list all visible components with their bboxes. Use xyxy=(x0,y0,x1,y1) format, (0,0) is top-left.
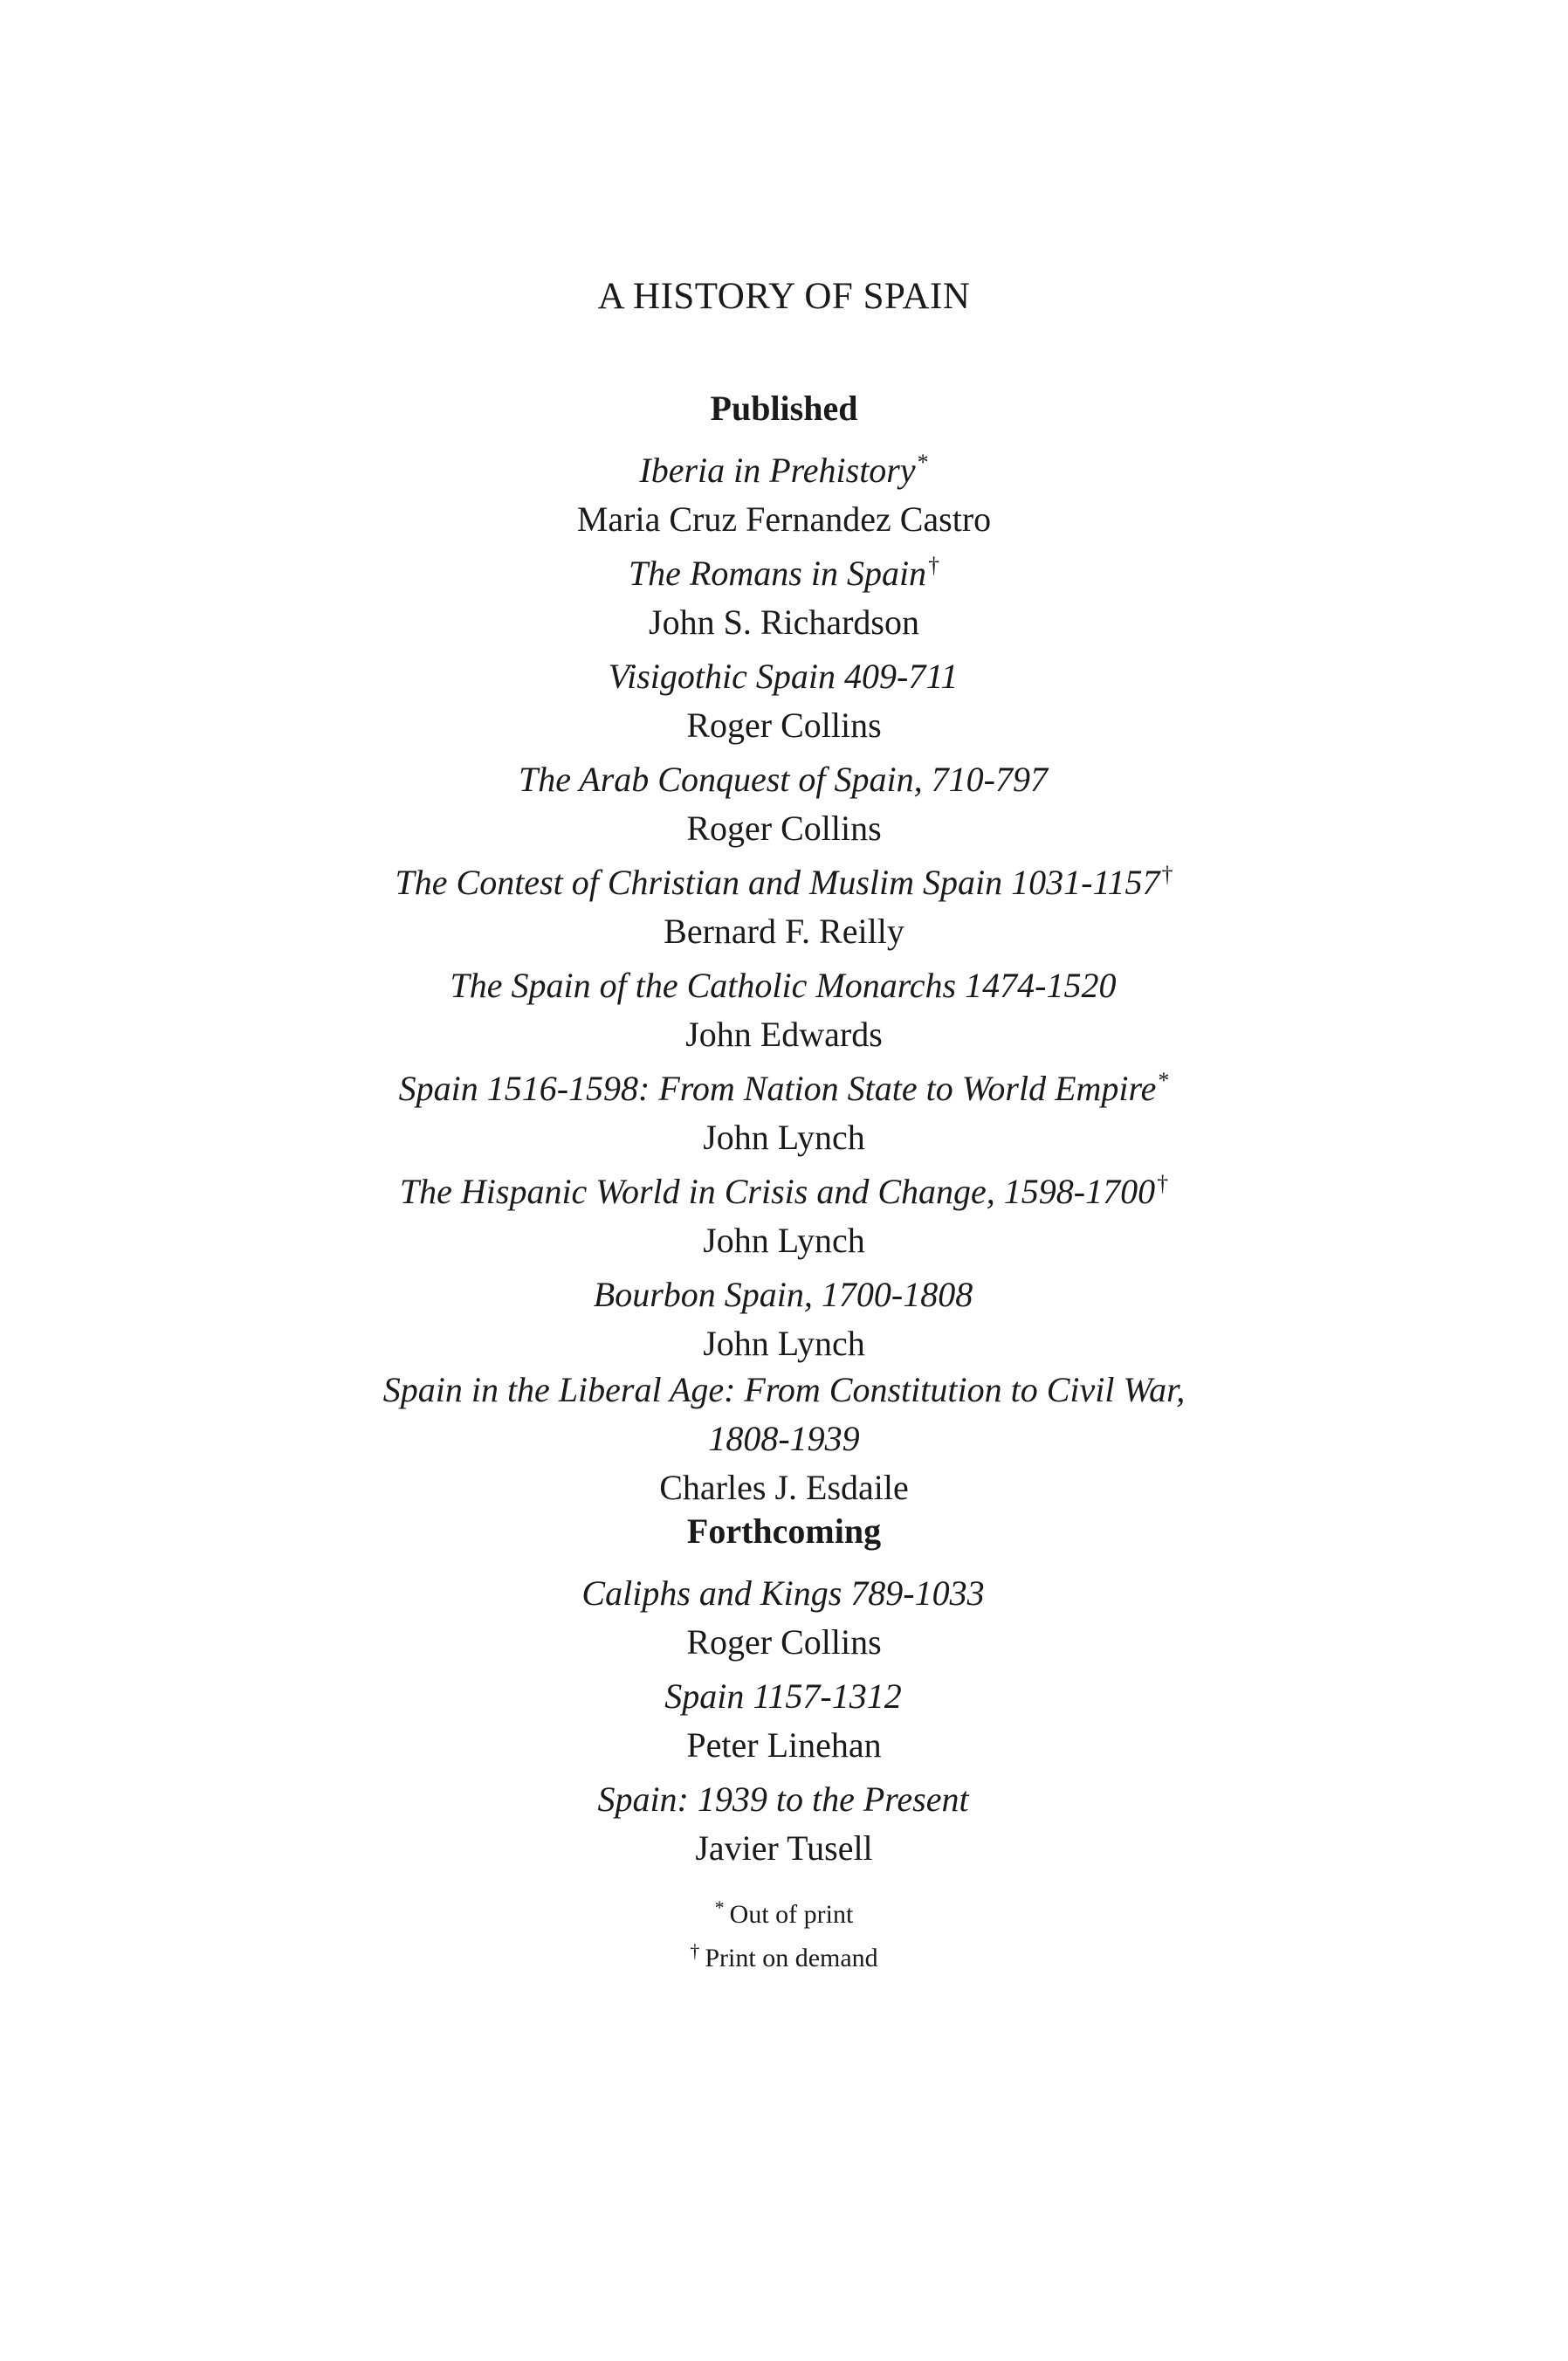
book-author: Roger Collins xyxy=(686,1622,882,1662)
footnote-mark: * xyxy=(917,450,929,475)
footnotes xyxy=(0,1889,1568,1977)
book-author: John Lynch xyxy=(703,1324,865,1363)
book-title: The Romans in Spain† xyxy=(628,553,940,593)
book-entry xyxy=(0,1263,1568,1368)
book-title: Spain in the Liberal Age: From Constitution to Civil War, xyxy=(382,1370,1186,1409)
book-author: Bernard F. Reilly xyxy=(664,912,904,951)
footnote xyxy=(0,1889,1568,1933)
footnote-text: Out of print xyxy=(729,1900,854,1929)
book-title: The Hispanic World in Crisis and Change, 1598-1700† xyxy=(399,1171,1169,1211)
book-title: Caliphs and Kings 789-1033 xyxy=(581,1573,985,1613)
book-entry xyxy=(0,1057,1568,1162)
book-author: Javier Tusell xyxy=(695,1828,873,1868)
book-title: The Spain of the Catholic Monarchs 1474-1520 xyxy=(450,966,1117,1005)
book-title: Spain: 1939 to the Present xyxy=(597,1779,969,1819)
book-entry xyxy=(0,953,1568,1059)
book-title: Spain 1157-1312 xyxy=(664,1676,902,1716)
book-author: Maria Cruz Fernandez Castro xyxy=(576,499,992,539)
footnote-mark: * xyxy=(1158,1068,1170,1093)
book-title: The Arab Conquest of Spain, 710-797 xyxy=(519,760,1048,799)
book-entry xyxy=(0,438,1568,544)
footnote-text: Print on demand xyxy=(705,1944,878,1972)
book-entry xyxy=(0,850,1568,956)
footnote-mark: † xyxy=(1161,862,1173,887)
book-entry xyxy=(0,541,1568,647)
book-entry xyxy=(0,747,1568,853)
book-author: Roger Collins xyxy=(686,706,882,745)
footnote-mark: † xyxy=(928,553,940,578)
book-author: Roger Collins xyxy=(686,809,882,848)
book-entry xyxy=(0,1160,1568,1265)
footnote xyxy=(0,1933,1568,1977)
footnote-mark: † xyxy=(1157,1171,1169,1196)
book-title: The Contest of Christian and Muslim Spain 1031-1157† xyxy=(395,862,1173,902)
book-author: John S. Richardson xyxy=(649,602,919,642)
book-title: Bourbon Spain, 1700-1808 xyxy=(593,1275,973,1314)
footnote-symbol: † xyxy=(690,1940,700,1962)
book-title: Iberia in Prehistory* xyxy=(639,450,929,490)
book-author: John Edwards xyxy=(685,1015,883,1054)
book-author: Peter Linehan xyxy=(686,1725,882,1765)
section-heading-published: Published xyxy=(710,389,858,428)
footnote-symbol: * xyxy=(714,1896,725,1918)
book-entry xyxy=(0,1664,1568,1770)
book-author: John Lynch xyxy=(703,1221,865,1260)
book-author: Charles J. Esdaile xyxy=(659,1468,909,1507)
book-title: Spain 1516-1598: From Nation State to World Empire* xyxy=(398,1068,1170,1108)
book-entry xyxy=(0,1767,1568,1873)
book-author: John Lynch xyxy=(703,1118,865,1157)
book-title-continued: 1808-1939 xyxy=(708,1419,860,1458)
section-heading-forthcoming: Forthcoming xyxy=(686,1511,882,1551)
book-title: Visigothic Spain 409-711 xyxy=(608,657,959,696)
book-entry xyxy=(0,1366,1568,1512)
book-entry xyxy=(0,1561,1568,1667)
series-title: A HISTORY OF SPAIN xyxy=(597,276,971,317)
book-entry xyxy=(0,644,1568,750)
